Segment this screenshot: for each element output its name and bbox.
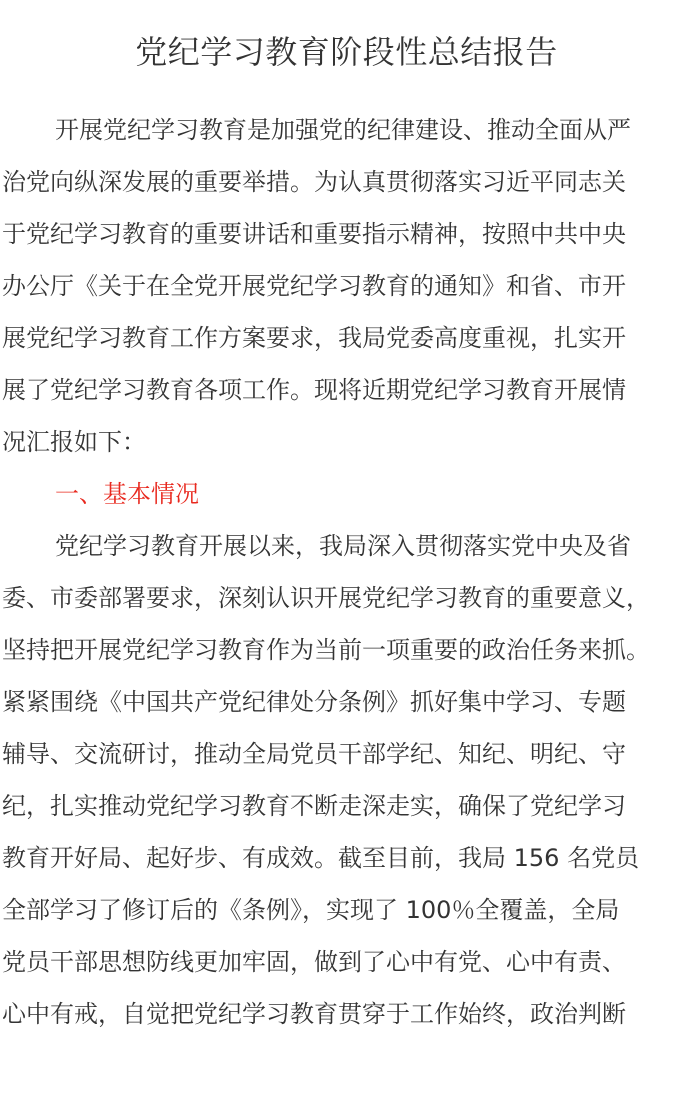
paragraph-line: 党纪学习教育开展以来，我局深入贯彻落实党中央及省 [55,532,631,560]
paragraph-line: 紧紧围绕《中国共产党纪律处分条例》抓好集中学习、专题 [2,688,626,716]
document-title: 党纪学习教育阶段性总结报告 [135,33,558,71]
section-heading: 一、基本情况 [55,480,199,508]
paragraph-line: 治党向纵深发展的重要举措。为认真贯彻落实习近平同志关 [2,168,626,196]
document-body [2,110,690,1046]
paragraph-line: 纪，扎实推动党纪学习教育不断走深走实，确保了党纪学习 [2,792,626,820]
paragraph-line: 开展党纪学习教育是加强党的纪律建设、推动全面从严 [55,116,631,144]
paragraph-line: 全部学习了修订后的《条例》，实现了 100％全覆盖，全局 [2,896,620,924]
paragraph-line: 办公厅《关于在全党开展党纪学习教育的通知》和省、市开 [2,272,626,300]
paragraph-line: 况汇报如下： [2,428,146,456]
paragraph-line: 坚持把开展党纪学习教育作为当前一项重要的政治任务来抓。 [2,636,650,664]
paragraph-line: 展了党纪学习教育各项工作。现将近期党纪学习教育开展情 [2,376,626,404]
paragraph-line: 于党纪学习教育的重要讲话和重要指示精神，按照中共中央 [2,220,626,248]
paragraph-line: 委、市委部署要求，深刻认识开展党纪学习教育的重要意义， [2,584,650,612]
paragraph-line: 心中有戒，自觉把党纪学习教育贯穿于工作始终，政治判断 [2,1000,626,1028]
paragraph-line: 党员干部思想防线更加牢固，做到了心中有党、心中有责、 [2,948,626,976]
paragraph-line: 辅导、交流研讨，推动全局党员干部学纪、知纪、明纪、守 [2,740,626,768]
paragraph-line: 展党纪学习教育工作方案要求，我局党委高度重视，扎实开 [2,324,626,352]
paragraph-line: 教育开好局、起好步、有成效。截至目前，我局 156 名党员 [2,844,640,872]
